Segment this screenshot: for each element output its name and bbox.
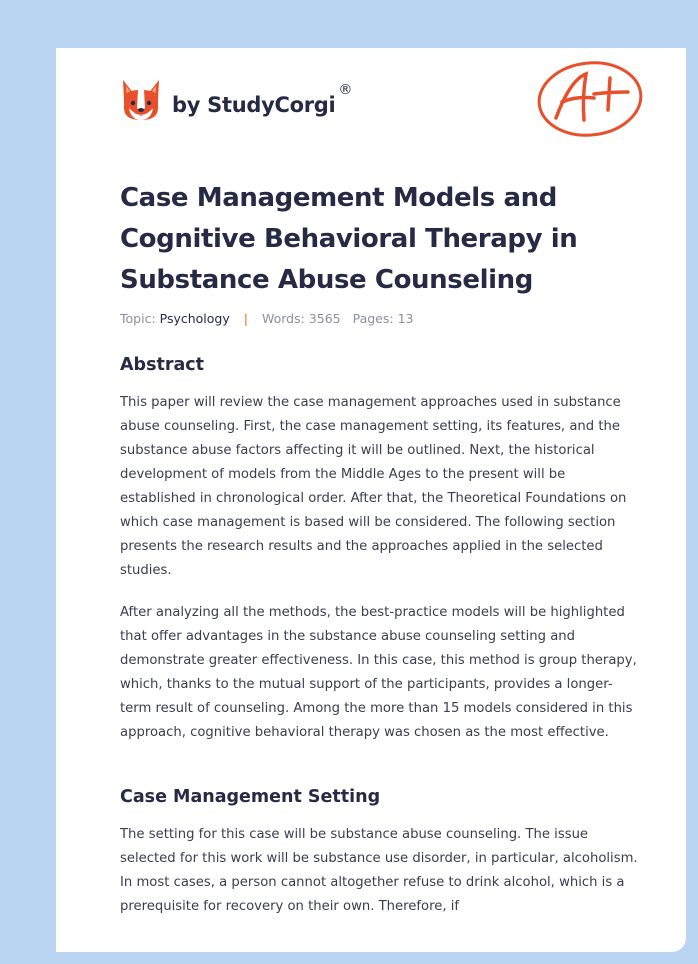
case-management-paragraph-1: The setting for this case will be substance abuse counseling. The issue selected for this work will be substance use disorder, in particular, alcoholism. In most cases, a person cannot altogether refuse to drink alcohol, which is a prerequisite for recovery on their own. Therefore, if [120,827,638,914]
document-meta [120,311,413,326]
pages-count: 13 [397,311,414,326]
section-heading-case-management-setting: Case Management Setting [120,787,381,807]
corgi-logo-icon [120,78,162,122]
topic-label: Topic: [120,311,156,326]
page-title: Case Management Models and Cognitive Behavioral Therapy in Substance Abuse Counseling [120,183,578,295]
abstract-paragraph-1: This paper will review the case management approaches used in substance abuse counseling. First, the case management setting, its features, and the substance abuse factors affecting it will be outlined. Next, the historical development of models from the Middle Ages to the present will be established in chronological order. After that, the Theoretical Foundations on which case management is based will be considered. The following section presents the research results and the approaches applied in the selected studies. [120,395,627,578]
words-count: 3565 [308,311,341,326]
section-heading-abstract: Abstract [120,355,205,375]
a-plus-grade-icon [536,58,648,140]
pages-label: Pages: [352,311,394,326]
registered-mark: ® [338,82,353,98]
meta-separator: | [243,311,248,326]
document-page [56,48,686,952]
topic-link[interactable]: Psychology [159,311,230,326]
brand-name: by StudyCorgi [172,93,336,117]
words-label: Words: [261,311,305,326]
abstract-paragraph-2: After analyzing all the methods, the best-practice models will be highlighted that offer advantages in the substance abuse counseling setting and demonstrate greater effectiveness. In this case, this method is group therapy, which, thanks to the mutual support of the participants, provides a longer-term result of counseling. Among the more than 15 models considered in this approach, cognitive behavioral therapy was chosen as the most effective. [120,605,637,740]
brand-header[interactable] [120,76,352,124]
